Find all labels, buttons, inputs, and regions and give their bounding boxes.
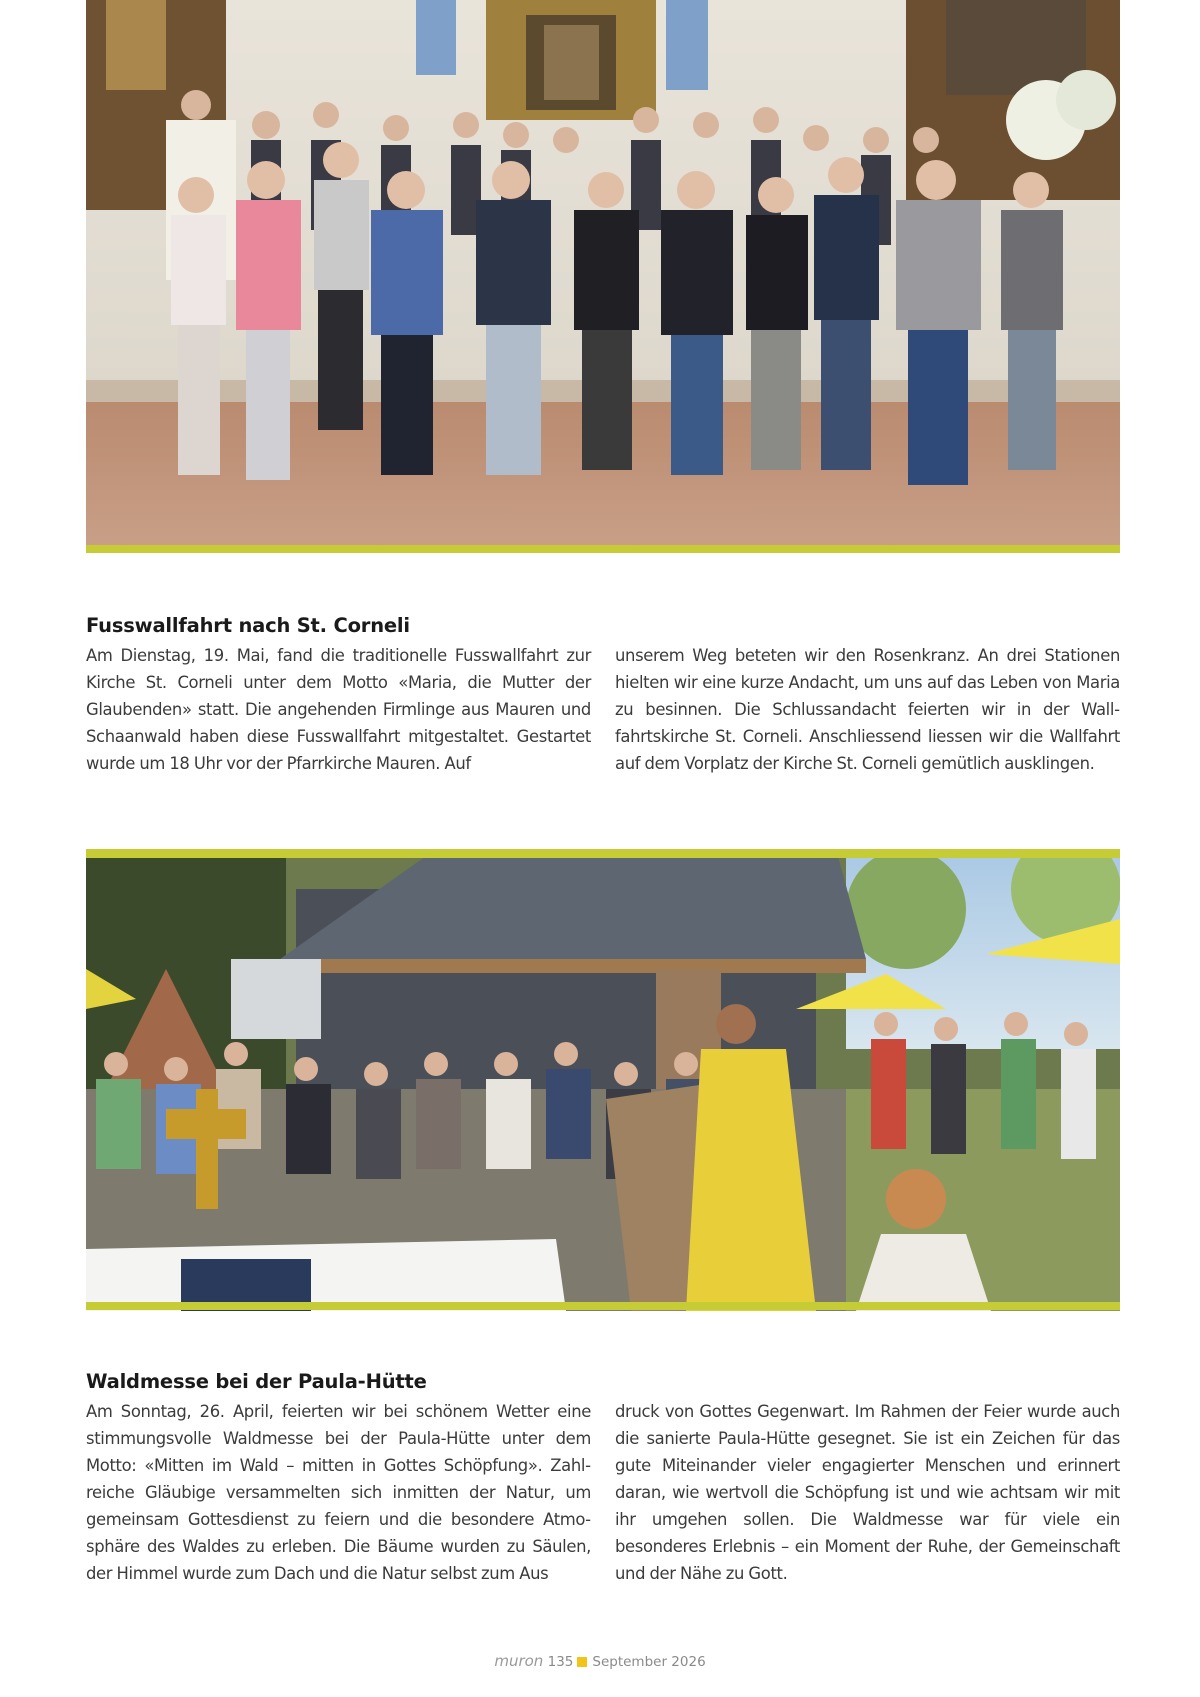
article-column-right: druck von Gottes Gegenwart. Im Rahmen der Feier wurde auch die sanierte Paula-Hütte gesegnet. Sie ist ein Zeichen für das gute Miteinander vieler engagierter Menschen und erinnert daran, wie wertvoll die Schöpfung ist und wie achtsam wir mit ihr umgehen sollen. Die Waldmesse war für viele ein besonderes Erlebnis – ein Moment der Ruhe, der Gemeinschaft und der Nähe zu Gott. [615, 1402, 1120, 1583]
article-body [86, 1398, 1120, 1587]
article-title: Waldmesse bei der Paula-Hütte [86, 1370, 427, 1393]
photo-accent-bar [86, 849, 1120, 858]
article-column-left: Am Dienstag, 19. Mai, fand die traditionelle Fusswallfahrt zur Kirche St. Corneli unter dem Motto «Maria, die Mutter der Glaubenden» statt. Die angehenden Firmlinge aus Mauren und Schaanwald haben diese Fusswallfahrt mitgestaltet. Gestartet wurde um 18 Uhr vor der Pfarrkirche Mauren. Auf [86, 646, 591, 773]
issue-number: 135 [547, 1654, 574, 1670]
article-body [86, 642, 1120, 777]
article-title: Fusswallfahrt nach St. Corneli [86, 614, 410, 637]
photo-accent-bar [86, 1302, 1120, 1310]
issue-date: September 2026 [592, 1654, 706, 1670]
photo-accent-bar [86, 545, 1120, 553]
forest-mass-photo [86, 849, 1120, 1311]
magazine-brand: muron [494, 1652, 544, 1670]
page-footer [0, 1652, 1200, 1670]
church-group-photo [86, 0, 1120, 553]
article-column-right: unserem Weg beteten wir den Rosenkranz. An drei Stationen hielten wir eine kurze Andacht, um uns auf das Leben von Maria zu besinnen. Die Schlussandacht feierten wir in der Wallfahrtskirche St. Corneli. Anschliessend liessen wir die Wallfahrt auf dem Vorplatz der Kirche St. Corneli gemütlich ausklingen. [615, 646, 1120, 773]
square-icon [577, 1657, 587, 1667]
article-column-left: Am Sonntag, 26. April, feierten wir bei schönem Wetter eine stimmungsvolle Waldmesse bei der Paula-Hütte unter dem Motto: «Mitten im Wald – mitten in Gottes Schöpfung». Zahlreiche Gläubige versammelten sich inmitten der Natur, um gemeinsam Gottesdienst zu feiern und die besondere Atmosphäre des Waldes zu erleben. Die Bäume wurden zu Säulen, der Himmel wurde zum Dach und die Natur selbst zum Aus [86, 1402, 591, 1583]
